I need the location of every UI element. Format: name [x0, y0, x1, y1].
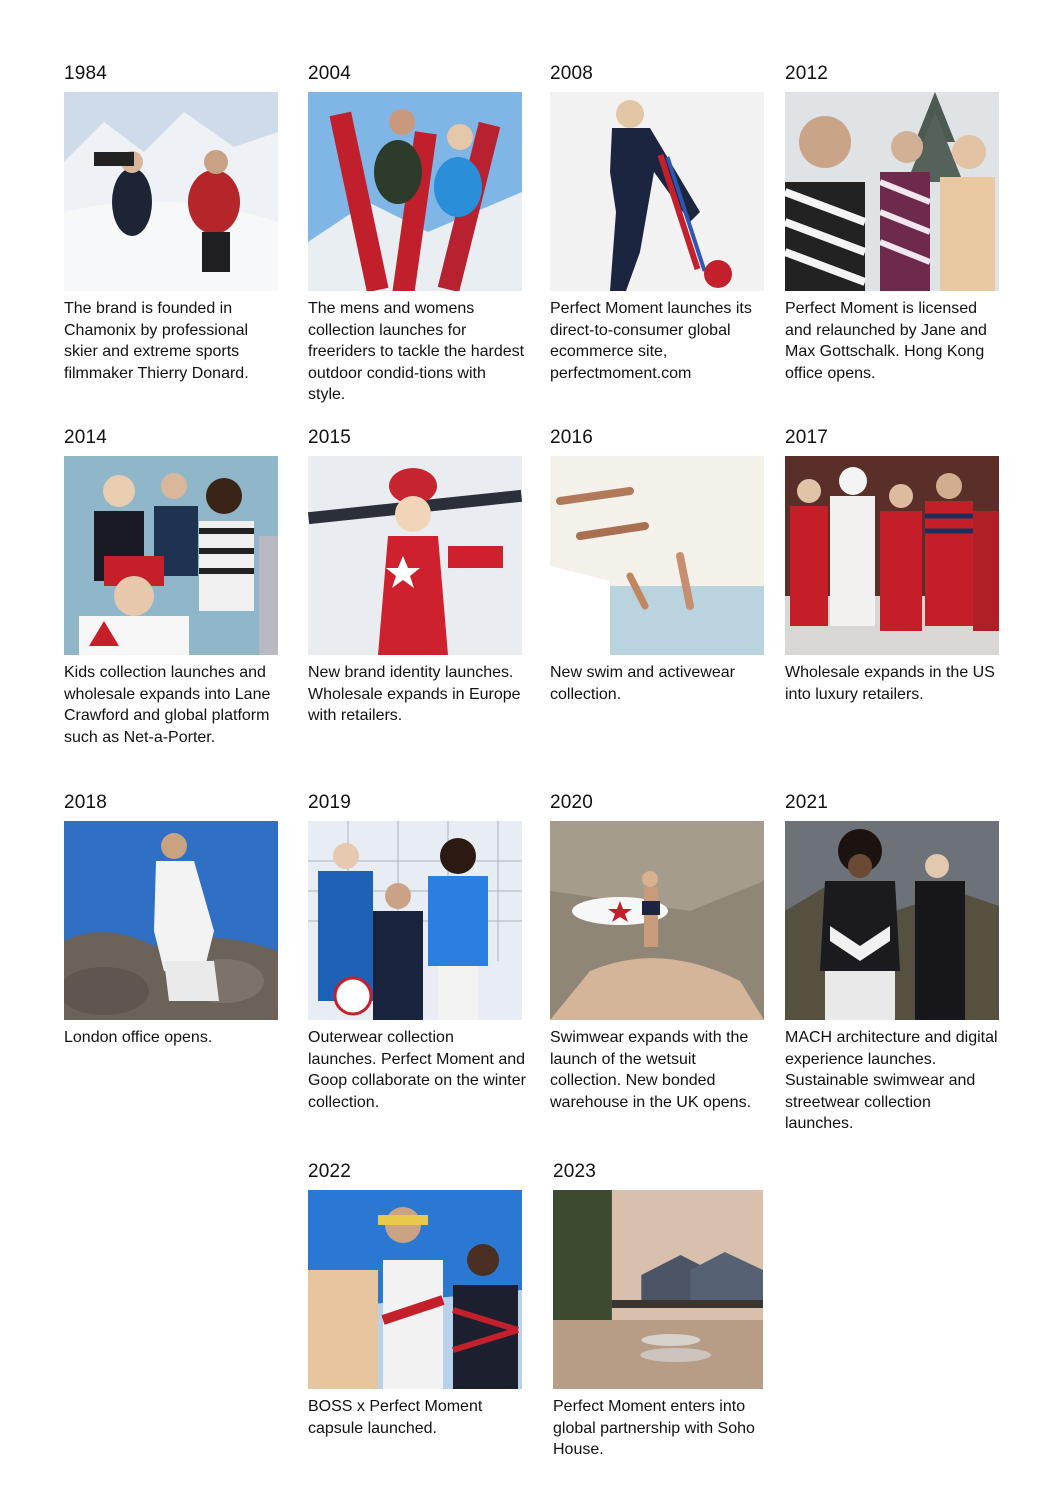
entry-year: 2015	[308, 427, 352, 448]
entry-photo	[785, 92, 999, 291]
entry-description: Perfect Moment is licensed and relaunched by Jane and Max Gottschalk. Hong Kong office opens.	[785, 300, 987, 382]
entry-year: 2017	[785, 427, 829, 448]
timeline-entry-2022	[308, 1161, 522, 1437]
timeline-entry-2019	[308, 792, 526, 1111]
entry-description: Swimwear expands with the launch of the wetsuit collection. New bonded warehouse in the UK opens.	[550, 1029, 752, 1111]
entry-photo	[64, 821, 278, 1020]
timeline-entry-2015	[308, 427, 522, 724]
entry-description: London office opens.	[64, 1029, 213, 1046]
timeline-entry-2012	[785, 63, 999, 382]
entry-year: 2008	[550, 63, 594, 84]
entry-photo	[553, 1190, 763, 1389]
entry-photo	[308, 1190, 522, 1389]
entry-photo	[64, 92, 278, 291]
entry-description: Wholesale expands in the US into luxury retailers.	[785, 664, 995, 703]
timeline-entry-2021	[785, 792, 999, 1132]
entry-description: BOSS x Perfect Moment capsule launched.	[308, 1398, 483, 1437]
entry-photo	[550, 456, 764, 655]
entry-description: MACH architecture and digital experience launches. Sustainable swimwear and streetwear collection launches.	[785, 1029, 998, 1132]
timeline-entry-1984	[64, 63, 278, 382]
entry-photo	[64, 456, 278, 655]
timeline-entry-2016	[550, 427, 764, 703]
entry-year: 1984	[64, 63, 108, 84]
entry-year: 2020	[550, 792, 594, 813]
entry-photo	[308, 821, 522, 1020]
entry-photo	[308, 456, 522, 655]
timeline-entry-2004	[308, 63, 525, 403]
entry-description: The brand is founded in Chamonix by professional skier and extreme sports filmmaker Thierry Donard.	[64, 300, 249, 382]
timeline-entry-2017	[785, 427, 999, 703]
entry-year: 2018	[64, 792, 108, 813]
entry-year: 2014	[64, 427, 108, 448]
timeline-entry-2014	[64, 427, 278, 746]
entry-photo	[550, 92, 764, 291]
entry-year: 2023	[553, 1161, 597, 1182]
entry-description: Outerwear collection launches. Perfect Moment and Goop collaborate on the winter collection.	[308, 1029, 526, 1111]
timeline-entry-2023	[553, 1161, 767, 1458]
entry-photo	[785, 456, 999, 655]
entry-description: Kids collection launches and wholesale expands into Lane Crawford and global platform such as Net-a-Porter.	[64, 664, 271, 746]
entry-photo	[550, 821, 764, 1020]
entry-description: The mens and womens collection launches for freeriders to tackle the hardest outdoor condid-tions with style.	[308, 300, 525, 403]
entry-year: 2021	[785, 792, 829, 813]
entry-description: Perfect Moment enters into global partnership with Soho House.	[553, 1398, 755, 1458]
timeline-entry-2018	[64, 792, 278, 1046]
entry-year: 2016	[550, 427, 594, 448]
entry-photo	[785, 821, 999, 1020]
entry-photo	[308, 92, 522, 291]
entry-year: 2012	[785, 63, 829, 84]
entry-description: New swim and activewear collection.	[550, 664, 735, 703]
entry-year: 2022	[308, 1161, 352, 1182]
entry-description: Perfect Moment launches its direct-to-consumer global ecommerce site, perfectmoment.com	[550, 300, 752, 382]
entry-description: New brand identity launches. Wholesale expands in Europe with retailers.	[308, 664, 521, 724]
timeline-entry-2020	[550, 792, 764, 1111]
entry-year: 2004	[308, 63, 352, 84]
entry-year: 2019	[308, 792, 352, 813]
timeline-entry-2008	[550, 63, 764, 382]
